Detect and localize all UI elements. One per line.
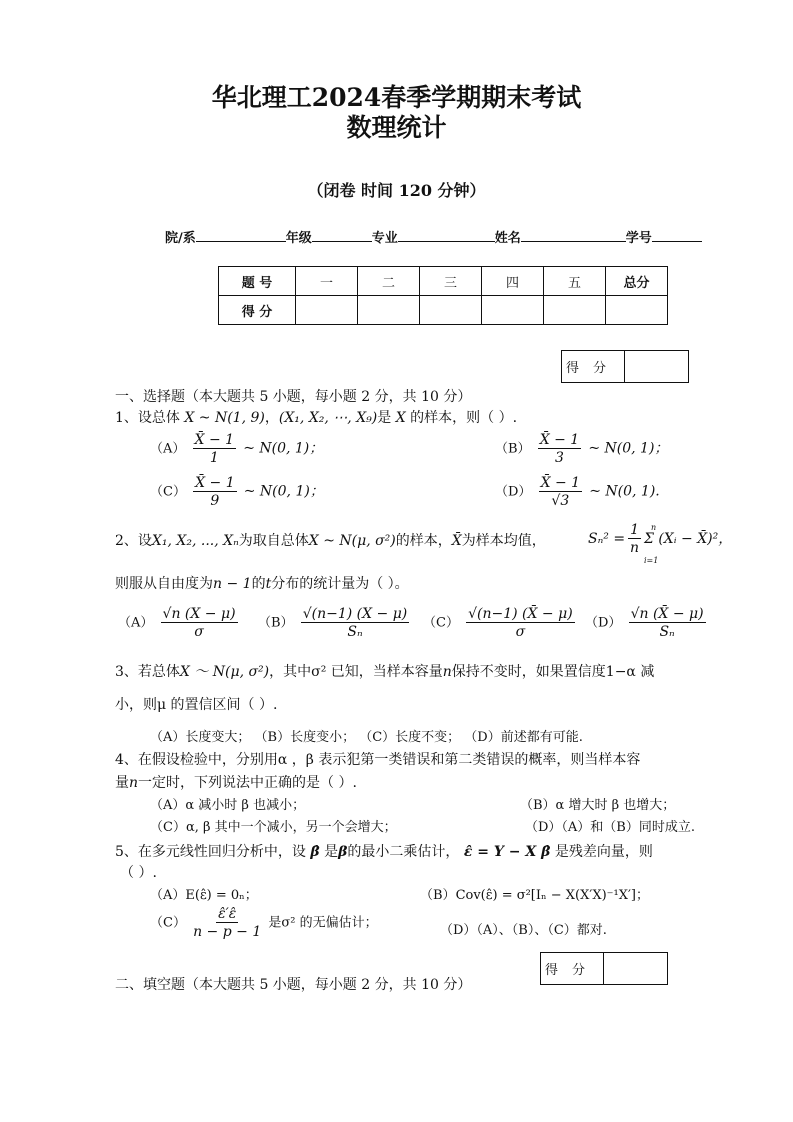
- q1-d-tail: ~ N(0, 1).: [589, 483, 660, 500]
- q5-text: 的最小二乘估计，: [347, 844, 460, 860]
- course-title: 数理统计: [346, 113, 447, 142]
- q2-option-b[interactable]: [258, 606, 412, 640]
- q2-df: n − 1: [213, 576, 252, 592]
- q4-n: n: [129, 775, 139, 791]
- score-table-header: 题 号: [219, 267, 296, 296]
- frac-num: X̄ − 1: [194, 432, 235, 448]
- q2-stem-text: 为样本均值，: [461, 533, 546, 549]
- score-table: [218, 266, 668, 325]
- frac-num: √(n−1) (X̄ − μ): [468, 606, 573, 622]
- q2-option-c[interactable]: [423, 606, 578, 640]
- section1-score-box: [561, 350, 689, 383]
- score-table-header: 一: [296, 267, 358, 296]
- q1-dist: X ~ N(1, 9): [184, 410, 265, 426]
- id-field[interactable]: [652, 229, 702, 242]
- q2-b-fraction: [301, 606, 410, 640]
- frac-den: Sₙ: [347, 624, 363, 640]
- q2-mean: X̄: [451, 533, 462, 549]
- option-label: （C）: [423, 615, 459, 631]
- option-label: （B）: [420, 888, 456, 903]
- frac-num: X̄ − 1: [539, 432, 580, 448]
- q5-b-expr: Cov(ε̂) = σ²[Iₙ − X(X′X)⁻¹X′]；: [455, 888, 650, 903]
- q4-option-d[interactable]: （D）（A）和（B）同时成立.: [525, 820, 695, 835]
- q4-option-a[interactable]: （A）α 减小时 β 也减小；: [150, 798, 306, 813]
- score-box-field[interactable]: [604, 953, 667, 984]
- exam-info: （闭卷 时间 120 分钟）: [307, 181, 486, 200]
- q2-c-fraction: [466, 606, 575, 640]
- q1-x: X: [395, 410, 406, 426]
- q3-line2: 小，则μ 的置信区间（ ）.: [115, 697, 278, 713]
- frac-num: X̄ − 1: [540, 475, 581, 491]
- section1-heading: 一、选择题（本大题共 5 小题，每小题 2 分，共 10 分）: [115, 389, 472, 405]
- q4-line2: [115, 772, 357, 792]
- q1-a-tail: ~ N(0, 1)；: [243, 440, 324, 457]
- q5-c-tail: 是σ² 的无偏估计；: [268, 915, 378, 931]
- q2-stem-text: 为取自总体: [238, 533, 309, 549]
- q1-option-a[interactable]: [150, 432, 323, 466]
- score-cell[interactable]: [296, 296, 358, 325]
- q3-line1: [115, 661, 654, 681]
- q2-option-d[interactable]: [585, 606, 709, 640]
- q3-text: ，其中σ² 已知，当样本容量: [269, 664, 443, 680]
- frac-den: 1: [209, 450, 219, 466]
- frac-num: √(n−1) (X − μ): [302, 606, 408, 622]
- score-cell[interactable]: [420, 296, 482, 325]
- option-label: （A）: [118, 615, 154, 631]
- score-cell[interactable]: [544, 296, 606, 325]
- score-cell[interactable]: [358, 296, 420, 325]
- dept-field[interactable]: [196, 229, 286, 242]
- option-label: （D）: [585, 615, 622, 631]
- frac-den: σ: [194, 624, 204, 640]
- student-info-line: [165, 227, 702, 246]
- name-label: 姓名: [494, 231, 521, 246]
- major-field[interactable]: [398, 229, 495, 242]
- q4-text: 量: [115, 775, 129, 791]
- q2-sum-top: n: [651, 523, 657, 532]
- q5-line1: [115, 841, 653, 861]
- dept-label: 院/系: [165, 231, 196, 246]
- q2-stem-text: 2、设: [115, 533, 152, 549]
- q2-sample: X₁, X₂, ..., Xₙ: [151, 533, 239, 549]
- score-table-header-row: [219, 267, 668, 296]
- score-box-label: 得分: [541, 953, 604, 984]
- q1-option-d[interactable]: [495, 475, 660, 509]
- score-box-field[interactable]: [625, 351, 688, 382]
- score-row-label: 得 分: [219, 296, 296, 325]
- q3-n: n: [442, 664, 452, 680]
- q1-sep: ，: [264, 410, 279, 426]
- score-cell[interactable]: [482, 296, 544, 325]
- q1-stem-text: 是: [377, 410, 392, 426]
- option-label: （C）: [150, 484, 186, 500]
- q1-stem-text: 的样本，则（ ）.: [410, 410, 518, 426]
- frac-den: Sₙ: [659, 624, 675, 640]
- q5-beta: β: [338, 844, 348, 860]
- section2-score-box: [540, 952, 668, 985]
- grade-label: 年级: [285, 231, 312, 246]
- q5-a-expr: E(ε̂) = 0ₙ；: [185, 888, 258, 903]
- q3-options[interactable]: （A）长度变大； （B）长度变小； （C）长度不变； （D）前述都有可能.: [150, 730, 583, 745]
- q1-stem: [115, 407, 517, 427]
- exam-title: 华北理工2024春季学期期末考试: [211, 83, 582, 112]
- q2-dist: X ~ N(μ, σ²): [308, 533, 396, 549]
- option-label: （A）: [150, 441, 186, 457]
- q1-b-fraction: [538, 432, 582, 466]
- q2-sum-bottom: i=1: [644, 556, 659, 565]
- option-label: （C）: [150, 915, 186, 931]
- q2-text: 则服从自由度为: [115, 576, 213, 592]
- score-table-header: 三: [420, 267, 482, 296]
- q1-stem-text: 1、设总体: [115, 410, 180, 426]
- q2-option-a[interactable]: [118, 606, 241, 640]
- q1-option-b[interactable]: [495, 432, 668, 466]
- grade-field[interactable]: [312, 229, 372, 242]
- q2-text: 的: [251, 576, 266, 592]
- q5-text: 是: [324, 844, 339, 860]
- q5-option-a[interactable]: [150, 884, 258, 903]
- q3-text: 保持不变时，如果置信度1−α 减: [451, 664, 655, 680]
- q5-option-d[interactable]: （D）（A）、（B）、（C）都对.: [440, 923, 607, 938]
- option-label: （D）: [495, 484, 532, 500]
- q5-beta-hat: β̂: [310, 844, 320, 860]
- q1-c-fraction: [193, 475, 237, 509]
- q3-text: 3、若总体: [115, 664, 180, 680]
- score-cell[interactable]: [606, 296, 668, 325]
- q2-line2: [115, 573, 409, 593]
- q4-option-b[interactable]: （B）α 增大时 β 也增大；: [520, 798, 676, 813]
- score-table-header: 五: [544, 267, 606, 296]
- name-field[interactable]: [521, 229, 626, 242]
- q2-var-frac: [628, 522, 641, 556]
- frac-den: 3: [555, 450, 564, 466]
- frac-den: n − p − 1: [193, 924, 262, 940]
- q2-var-rhs: Σ (Xᵢ − X̄)²，: [643, 531, 733, 547]
- q1-option-c[interactable]: [150, 475, 324, 509]
- q1-d-fraction: [539, 475, 583, 509]
- frac-num: √n (X − μ): [162, 606, 236, 622]
- frac-num: X̄ − 1: [195, 475, 235, 491]
- q5-text: 5、在多元线性回归分析中，设: [115, 844, 306, 860]
- q2-text: 分布的统计量为（ ）。: [271, 576, 409, 592]
- q2-d-fraction: [629, 606, 706, 640]
- score-table-header: 四: [482, 267, 544, 296]
- q5-option-c[interactable]: [150, 906, 378, 940]
- q1-c-tail: ~ N(0, 1)；: [243, 483, 324, 500]
- q5-text: 是残差向量，则: [554, 844, 653, 860]
- frac-num: ε̂′ε̂: [218, 906, 237, 922]
- section2-heading: 二、填空题（本大题共 5 小题，每小题 2 分，共 10 分）: [115, 977, 472, 993]
- q2-stem-text: 的样本，: [395, 533, 452, 549]
- option-label: （A）: [150, 888, 186, 903]
- q5-residual: ε̂ = Y − X β̂: [463, 844, 551, 860]
- score-box-label: 得分: [562, 351, 625, 382]
- option-label: （B）: [258, 615, 294, 631]
- frac-num: 1: [630, 522, 639, 538]
- major-label: 专业: [371, 231, 398, 246]
- q3-dist: X ～ N(μ, σ²): [179, 664, 270, 680]
- frac-den: 9: [210, 493, 220, 509]
- score-table-header: 总分: [606, 267, 668, 296]
- q1-b-tail: ~ N(0, 1)；: [588, 440, 669, 457]
- id-label: 学号: [625, 231, 652, 246]
- q1-sample: (X₁, X₂, ⋯, X₉): [278, 410, 378, 426]
- q4-line1: 4、在假设检验中，分别用α ，β 表示犯第一类错误和第二类错误的概率，则当样本容: [115, 752, 641, 768]
- frac-den: n: [630, 540, 640, 556]
- frac-den: σ: [515, 624, 526, 640]
- q2-var-lhs: Sₙ² =: [588, 531, 626, 547]
- q5-c-fraction: [193, 906, 261, 940]
- score-table-score-row: [219, 296, 668, 325]
- q5-line2: （ ）.: [120, 865, 157, 881]
- q2-variance-formula: [588, 522, 732, 556]
- score-table-header: 二: [358, 267, 420, 296]
- q5-option-b[interactable]: [420, 884, 649, 903]
- frac-num: √n (X̄ − μ): [630, 606, 704, 622]
- frac-den: √3: [551, 493, 570, 509]
- q2-a-fraction: [161, 606, 238, 640]
- q4-option-c[interactable]: （C）α, β 其中一个减小，另一个会增大；: [150, 820, 397, 835]
- q2-t: t: [265, 576, 272, 592]
- q4-text: 一定时，下列说法中正确的是（ ）.: [138, 775, 357, 791]
- q2-stem: [115, 530, 546, 550]
- option-label: （B）: [495, 441, 531, 457]
- q1-a-fraction: [193, 432, 237, 466]
